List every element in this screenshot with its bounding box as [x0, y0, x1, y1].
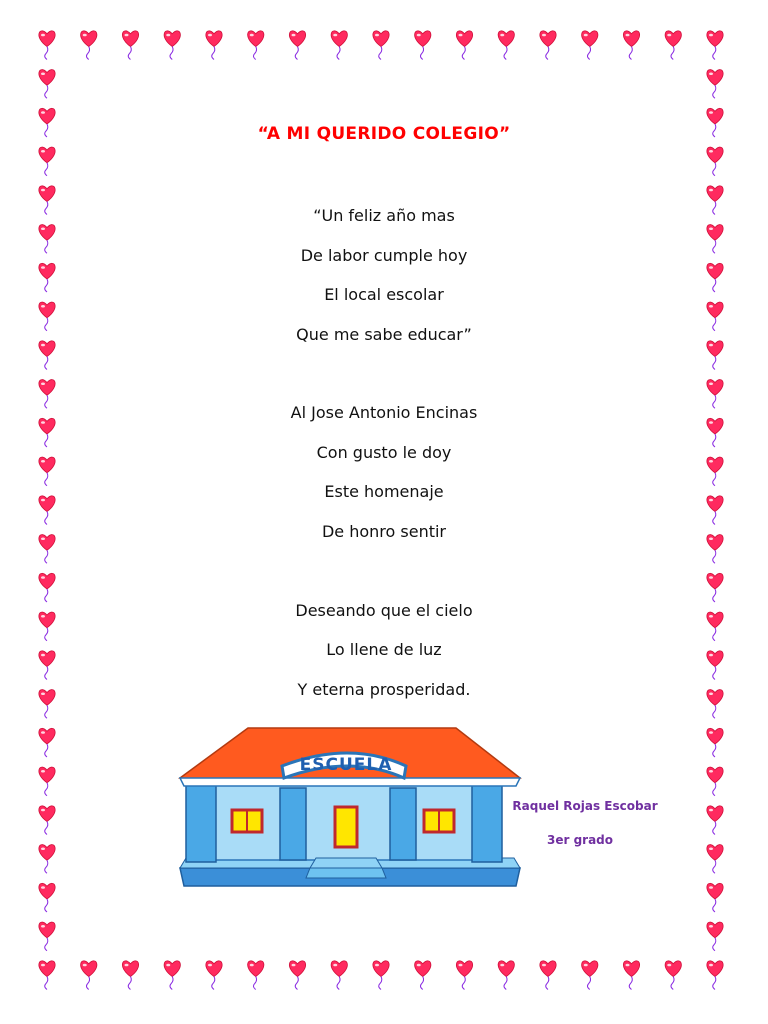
heart-balloon-icon: [665, 31, 681, 60]
heart-balloon-icon: [39, 883, 55, 912]
heart-balloon-icon: [456, 961, 472, 990]
heart-balloon-icon: [582, 31, 598, 60]
heart-balloon-icon: [39, 806, 55, 835]
heart-balloon-icon: [707, 922, 723, 951]
poem-line: “Un feliz año mas: [313, 206, 455, 225]
heart-balloon-icon: [373, 961, 389, 990]
heart-balloon-icon: [707, 883, 723, 912]
heart-balloon-icon: [122, 961, 138, 990]
heart-balloon-icon: [39, 147, 55, 176]
heart-balloon-icon: [39, 70, 55, 99]
heart-balloon-icon: [331, 31, 347, 60]
heart-balloon-icon: [289, 961, 305, 990]
heart-balloon-icon: [707, 806, 723, 835]
poem-line: Y eterna prosperidad.: [297, 680, 471, 699]
poem-line: Con gusto le doy: [316, 443, 452, 462]
heart-balloon-icon: [206, 31, 222, 60]
heart-balloon-icon: [540, 961, 556, 990]
heart-balloon-icon: [623, 961, 639, 990]
heart-balloon-icon: [707, 767, 723, 796]
heart-balloon-icon: [665, 961, 681, 990]
poem-title: “A MI QUERIDO COLEGIO”: [257, 124, 511, 144]
heart-balloon-icon: [248, 31, 264, 60]
heart-balloon-icon: [623, 31, 639, 60]
heart-balloon-icon: [456, 31, 472, 60]
poem-line: De labor cumple hoy: [300, 246, 468, 265]
heart-balloon-icon: [707, 728, 723, 757]
poem-line: Este homenaje: [324, 482, 444, 501]
heart-balloon-icon: [707, 845, 723, 874]
heart-balloon-icon: [39, 961, 55, 990]
heart-balloon-icon: [415, 961, 431, 990]
heart-balloon-icon: [331, 961, 347, 990]
school-building-icon: [176, 718, 524, 890]
heart-balloon-icon: [81, 31, 97, 60]
heart-balloon-icon: [707, 70, 723, 99]
signature-author: Raquel Rojas Escobar: [512, 799, 658, 813]
heart-balloon-icon: [206, 961, 222, 990]
heart-balloon-icon: [248, 961, 264, 990]
heart-balloon-icon: [122, 31, 138, 60]
heart-balloon-icon: [39, 728, 55, 757]
heart-balloon-icon: [39, 845, 55, 874]
heart-balloon-icon: [164, 961, 180, 990]
poem-line: Deseando que el cielo: [295, 601, 473, 620]
heart-balloon-icon: [540, 31, 556, 60]
heart-balloon-icon: [373, 31, 389, 60]
school-sign-text: ESCUELA: [299, 755, 393, 775]
poem-line: El local escolar: [324, 285, 444, 304]
heart-balloon-icon: [39, 767, 55, 796]
heart-balloon-icon: [39, 573, 55, 602]
heart-balloon-icon: [415, 31, 431, 60]
heart-balloon-icon: [39, 31, 55, 60]
heart-balloon-icon: [707, 961, 723, 990]
poem-line: De honro sentir: [321, 522, 447, 541]
heart-balloon-icon: [582, 961, 598, 990]
heart-balloon-icon: [39, 341, 55, 370]
heart-balloon-icon: [81, 961, 97, 990]
heart-balloon-icon: [707, 573, 723, 602]
heart-balloon-icon: [39, 922, 55, 951]
heart-balloon-icon: [498, 31, 514, 60]
poem-line: Al Jose Antonio Encinas: [290, 403, 478, 422]
heart-balloon-icon: [289, 31, 305, 60]
heart-balloon-icon: [498, 961, 514, 990]
heart-balloon-icon: [707, 341, 723, 370]
heart-balloon-icon: [164, 31, 180, 60]
poem-line: Que me sabe educar”: [296, 325, 472, 344]
poem-line: Lo llene de luz: [326, 640, 442, 659]
heart-balloon-icon: [707, 147, 723, 176]
heart-balloon-icon: [707, 31, 723, 60]
signature-grade: 3er grado: [546, 833, 614, 847]
